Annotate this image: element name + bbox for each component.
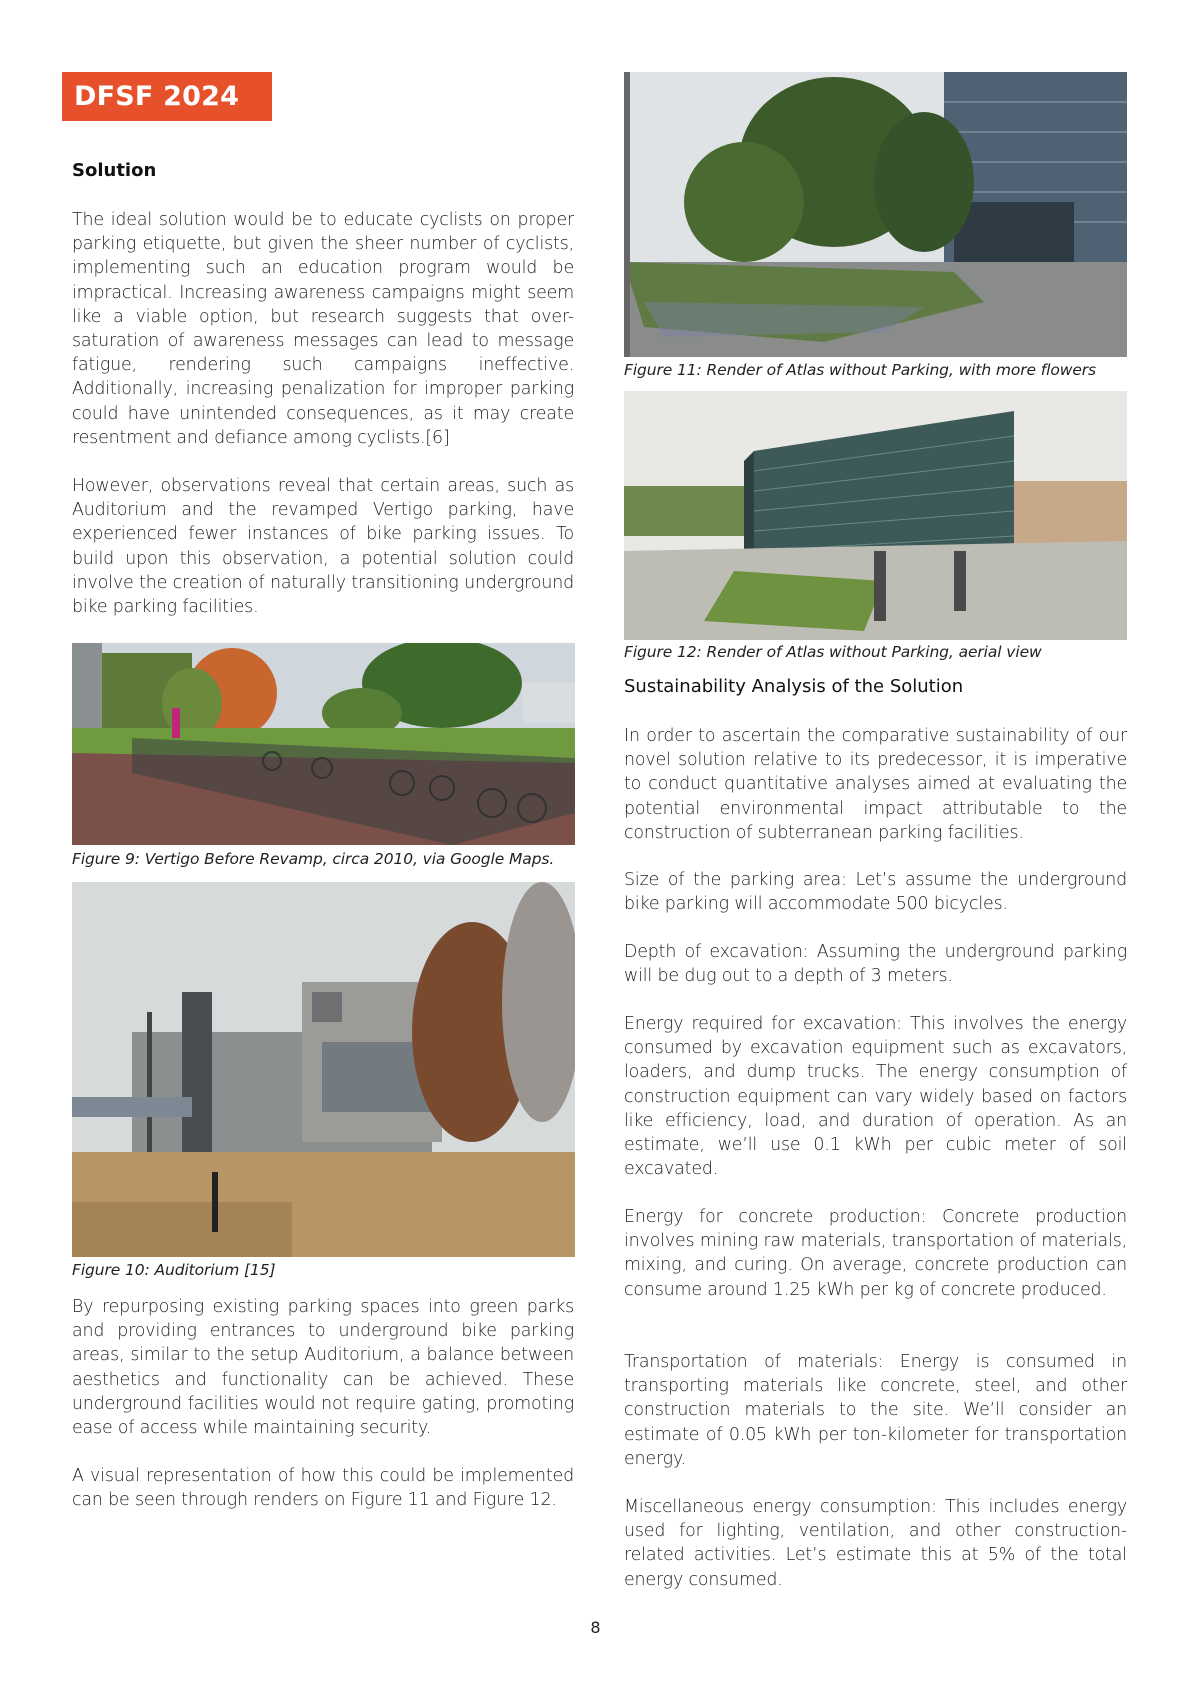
figure-9-photo (72, 643, 575, 845)
solution-paragraph-3: By repurposing existing parking spaces into green parks and providing entrances to underground bike parking areas, similar to the setup Auditorium, a balance between aesthetics and functionality can be achieved. These underground facilities would not require gating, promoting ease of access while maintaining security. (72, 1297, 574, 1439)
sustainability-paragraph-4: Energy required for excavation: This involves the energy consumed by excavation equipment such as excavators, loaders, and dump trucks. The energy consumption of construction equipment can vary widely based on factors like efficiency, load, and duration of operation. As an estimate, we’ll use 0.1 kWh per cubic meter of soil excavated. (624, 1014, 1127, 1180)
solution-paragraph-1: The ideal solution would be to educate cyclists on proper parking etiquette, but given the sheer number of cyclists, implementing such an education program would be impractical. Increasing awareness campaigns might seem like a viable option, but research suggests that over-saturation of awareness messages can lead to message fatigue, rendering such campaigns ineffective. Additionally, increasing penalization for improper parking could have unintended consequences, as it may create resentment and defiance among cyclists.[6] (72, 210, 574, 448)
sustainability-paragraph-3: Depth of excavation: Assuming the underground parking will be dug out to a depth of 3 meters. (624, 942, 1127, 987)
sustainability-paragraph-7: Miscellaneous energy consumption: This includes energy used for lighting, ventilation, and other construction-related activities. Let’s estimate this at 5% of the total energy consumed. (624, 1497, 1127, 1590)
solution-paragraph-4: A visual representation of how this could be implemented can be seen through renders on Figure 11 and Figure 12. (72, 1466, 574, 1511)
figure-9-caption: Figure 9: Vertigo Before Revamp, circa 2010, via Google Maps. (72, 850, 555, 868)
header-badge: DFSF 2024 (62, 72, 272, 121)
figure-11-caption: Figure 11: Render of Atlas without Parking, with more flowers (624, 361, 1097, 379)
sustainability-heading: Sustainability Analysis of the Solution (624, 676, 964, 697)
figure-10-caption: Figure 10: Auditorium [15] (72, 1261, 276, 1279)
figure-12-caption: Figure 12: Render of Atlas without Parking, aerial view (624, 643, 1042, 661)
page-number: 8 (590, 1618, 601, 1637)
figure-11-photo (624, 72, 1127, 357)
figure-12-photo (624, 391, 1127, 640)
sustainability-paragraph-6: Transportation of materials: Energy is consumed in transporting materials like concrete, steel, and other construction materials to the site. We’ll consider an estimate of 0.05 kWh per ton-kilometer for transportation energy. (624, 1352, 1127, 1469)
sustainability-paragraph-2: Size of the parking area: Let’s assume the underground bike parking will accommodate 500 bicycles. (624, 870, 1127, 915)
solution-heading: Solution (72, 160, 157, 181)
solution-paragraph-2: However, observations reveal that certain areas, such as Auditorium and the revamped Vertigo parking, have experienced fewer instances of bike parking issues. To build upon this observation, a potential solution could involve the creation of naturally transitioning underground bike parking facilities. (72, 476, 574, 618)
sustainability-paragraph-5: Energy for concrete production: Concrete production involves mining raw materials, transportation of materials, mixing, and curing. On average, concrete production can consume around 1.25 kWh per kg of concrete produced. (624, 1207, 1127, 1300)
figure-10-photo (72, 882, 575, 1257)
sustainability-paragraph-1: In order to ascertain the comparative sustainability of our novel solution relative to its predecessor, it is imperative to conduct quantitative analyses aimed at evaluating the potential environmental impact attributable to the construction of subterranean parking facilities. (624, 726, 1127, 843)
